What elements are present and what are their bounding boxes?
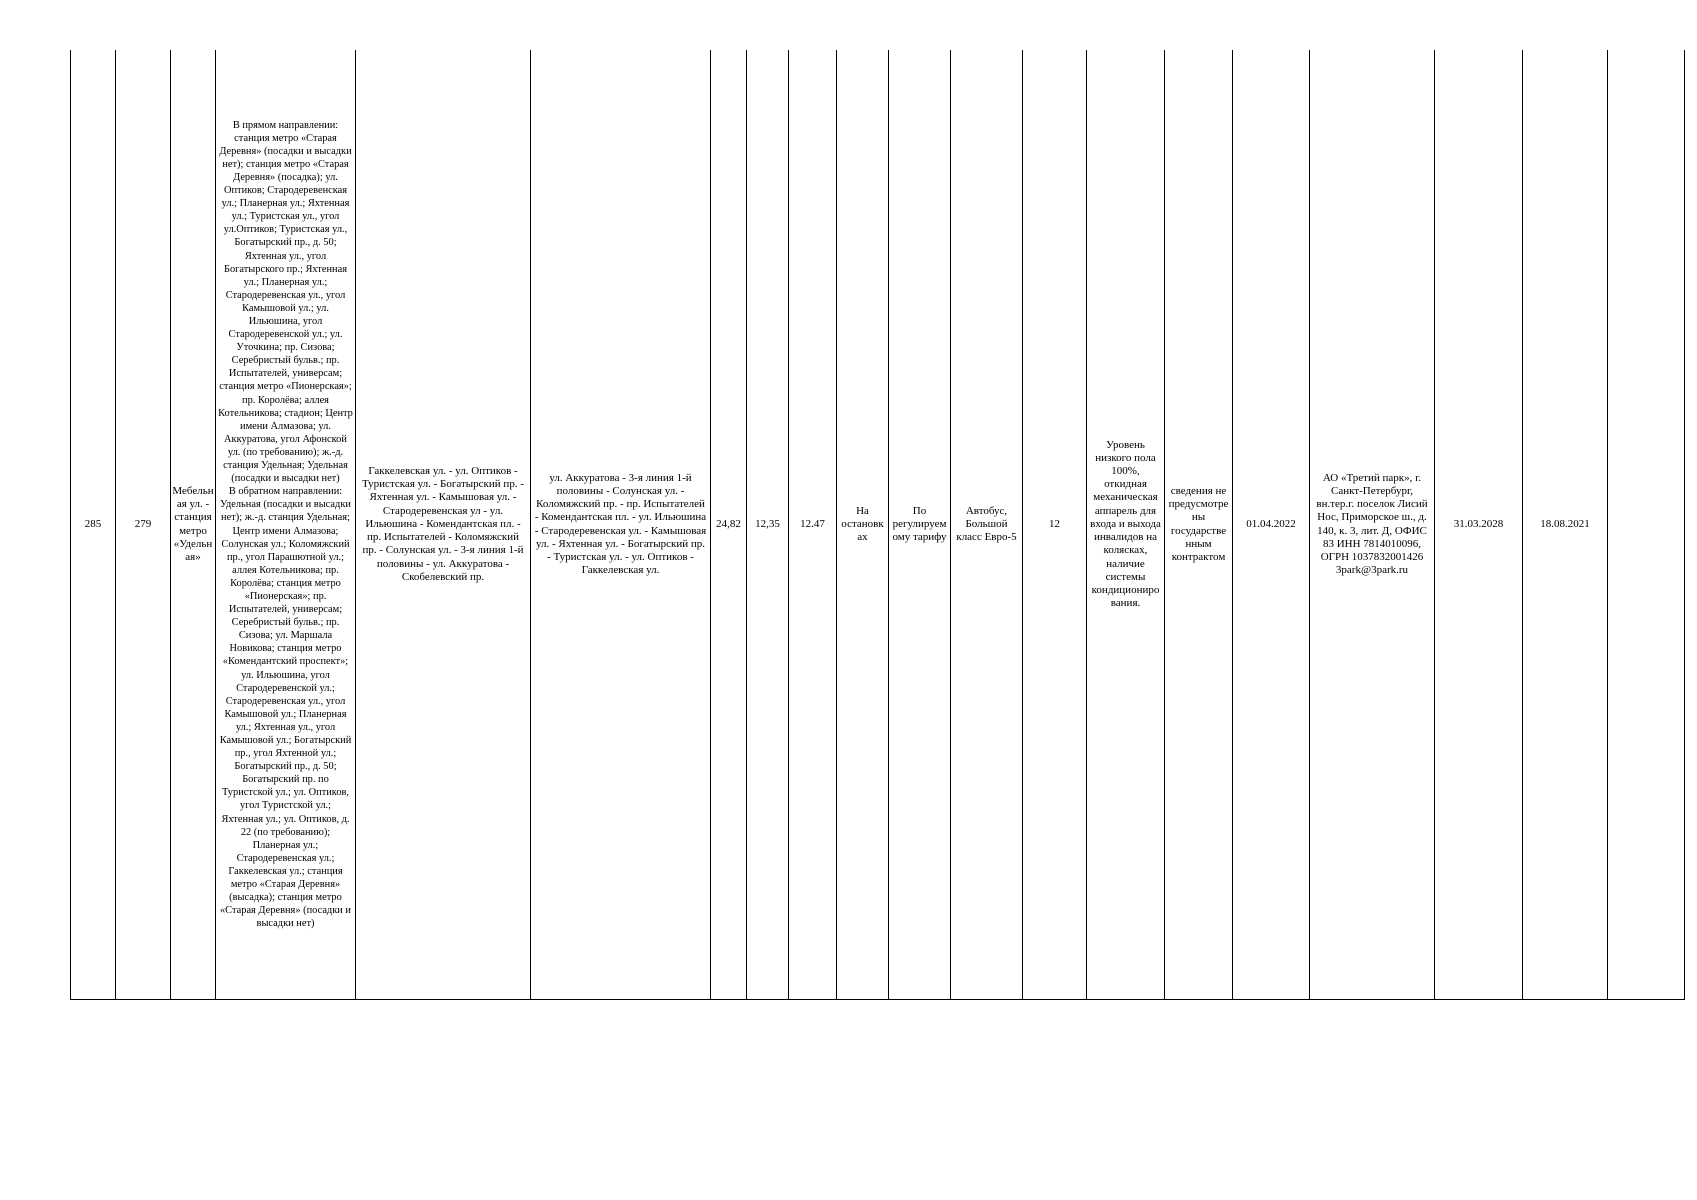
vehicle-cell: Автобус, Большой класс Евро-5 [951, 50, 1023, 1000]
numeric-code-cell: 12.47 [789, 50, 837, 1000]
stop-order-cell: На остановках [837, 50, 889, 1000]
register-sheet [70, 50, 1684, 1000]
end-date-cell: 31.03.2028 [1435, 50, 1523, 1000]
carrier-cell: АО «Третий парк», г. Санкт-Петербург, вн.тер.г. поселок Лисий Нос, Приморское ш., д. 140, к. 3, лит. Д, ОФИС 83 ИНН 7814010096, ОГРН 1037832001426 3park@3park.ru [1310, 50, 1435, 1000]
reg-number-cell: 285 [71, 50, 116, 1000]
start-date-cell: 01.04.2022 [1233, 50, 1310, 1000]
vehicle-count-cell: 12 [1023, 50, 1087, 1000]
tariff-cell: По регулируемому тарифу [889, 50, 951, 1000]
stops-cell: В прямом направлении: станция метро «Старая Деревня» (посадки и высадки нет); станция метро «Старая Деревня» (посадка); ул. Оптиков; Стародеревенская ул.; Планерная ул.; Яхтенная ул.; Туристская ул., угол ул.Оптиков; Туристская ул., Богатырский пр., д. 50; Яхтенная ул., угол Богатырского пр.; Яхтенная ул.; Планерная ул.; Стародеревенская ул., угол Камышовой ул.; ул. Ильюшина, угол Стародеревенской ул.; ул. Уточкина; пр. Сизова; Серебристый бульв.; пр. Испытателей, универсам; станция метро «Пионерская»; пр. Королёва; аллея Котельникова; стадион; Центр имени Алмазова; ул. Аккуратова, угол Афонской ул. (по требованию); ж.-д. станция Удельная; Удельная (посадки и высадки нет) В обратном направлении: Удельная (посадки и высадки нет); ж.-д. станция Удельная; Центр имени Алмазова; Солунская ул.; Коломяжский пр., угол Парашютной ул.; аллея Котельникова; пр. Королёва; станция метро «Пионерская»; пр. Испытателей, универсам; Серебристый бульв.; пр. Сизова; ул. Маршала Новикова; станция метро «Комендантский проспект»; ул. Ильюшина, угол Стародеревенской ул.; Стародеревенская ул., угол Камышовой ул.; Планерная ул.; Яхтенная ул., угол Камышовой ул.; Богатырский пр., угол Яхтенной ул.; Богатырский пр., д. 50; Богатырский пр. по Туристской ул.; ул. Оптиков, угол Туристской ул.; Яхтенная ул.; ул. Оптиков, д. 22 (по требованию); Планерная ул.; Стародеревенская ул.; Гаккелевская ул.; станция метро «Старая Деревня» (высадка); станция метро «Старая Деревня» (посадки и высадки нет) [216, 50, 356, 1000]
route-name-cell: Мебельная ул. - станция метро «Удельная» [171, 50, 216, 1000]
length-forward-cell: 24,82 [711, 50, 747, 1000]
note-cell [1608, 50, 1685, 1000]
reg-date-cell: 18.08.2021 [1523, 50, 1608, 1000]
characteristics-cell: Уровень низкого пола 100%, откидная механическая аппарель для входа и выхода инвалидов на колясках, наличие системы кондиционирования. [1087, 50, 1165, 1000]
table-row [71, 50, 1685, 1000]
length-backward-cell: 12,35 [747, 50, 789, 1000]
route-number-cell: 279 [116, 50, 171, 1000]
streets-backward-cell: ул. Аккуратова - 3-я линия 1-й половины - Солунская ул. - Коломяжский пр. - пр. Испытателей - Комендантская пл. - ул. Ильюшина - Стародеревенская ул. - Камышовая ул. - Яхтенная ул. - Богатырский пр. - Туристская ул. - ул. Оптиков - Гаккелевская ул. [531, 50, 711, 1000]
route-register-table [70, 50, 1685, 1000]
streets-forward-cell: Гаккелевская ул. - ул. Оптиков - Туристская ул. - Богатырский пр. - Яхтенная ул. - Камышовая ул. - Стародеревенская ул - ул. Ильюшина - Комендантская пл. - пр. Испытателей - Коломяжский пр. - Солунская ул. - 3-я линия 1-й половины - ул. Аккуратова - Скобелевский пр. [356, 50, 531, 1000]
contract-info-cell: сведения не предусмотрены государственным контрактом [1165, 50, 1233, 1000]
